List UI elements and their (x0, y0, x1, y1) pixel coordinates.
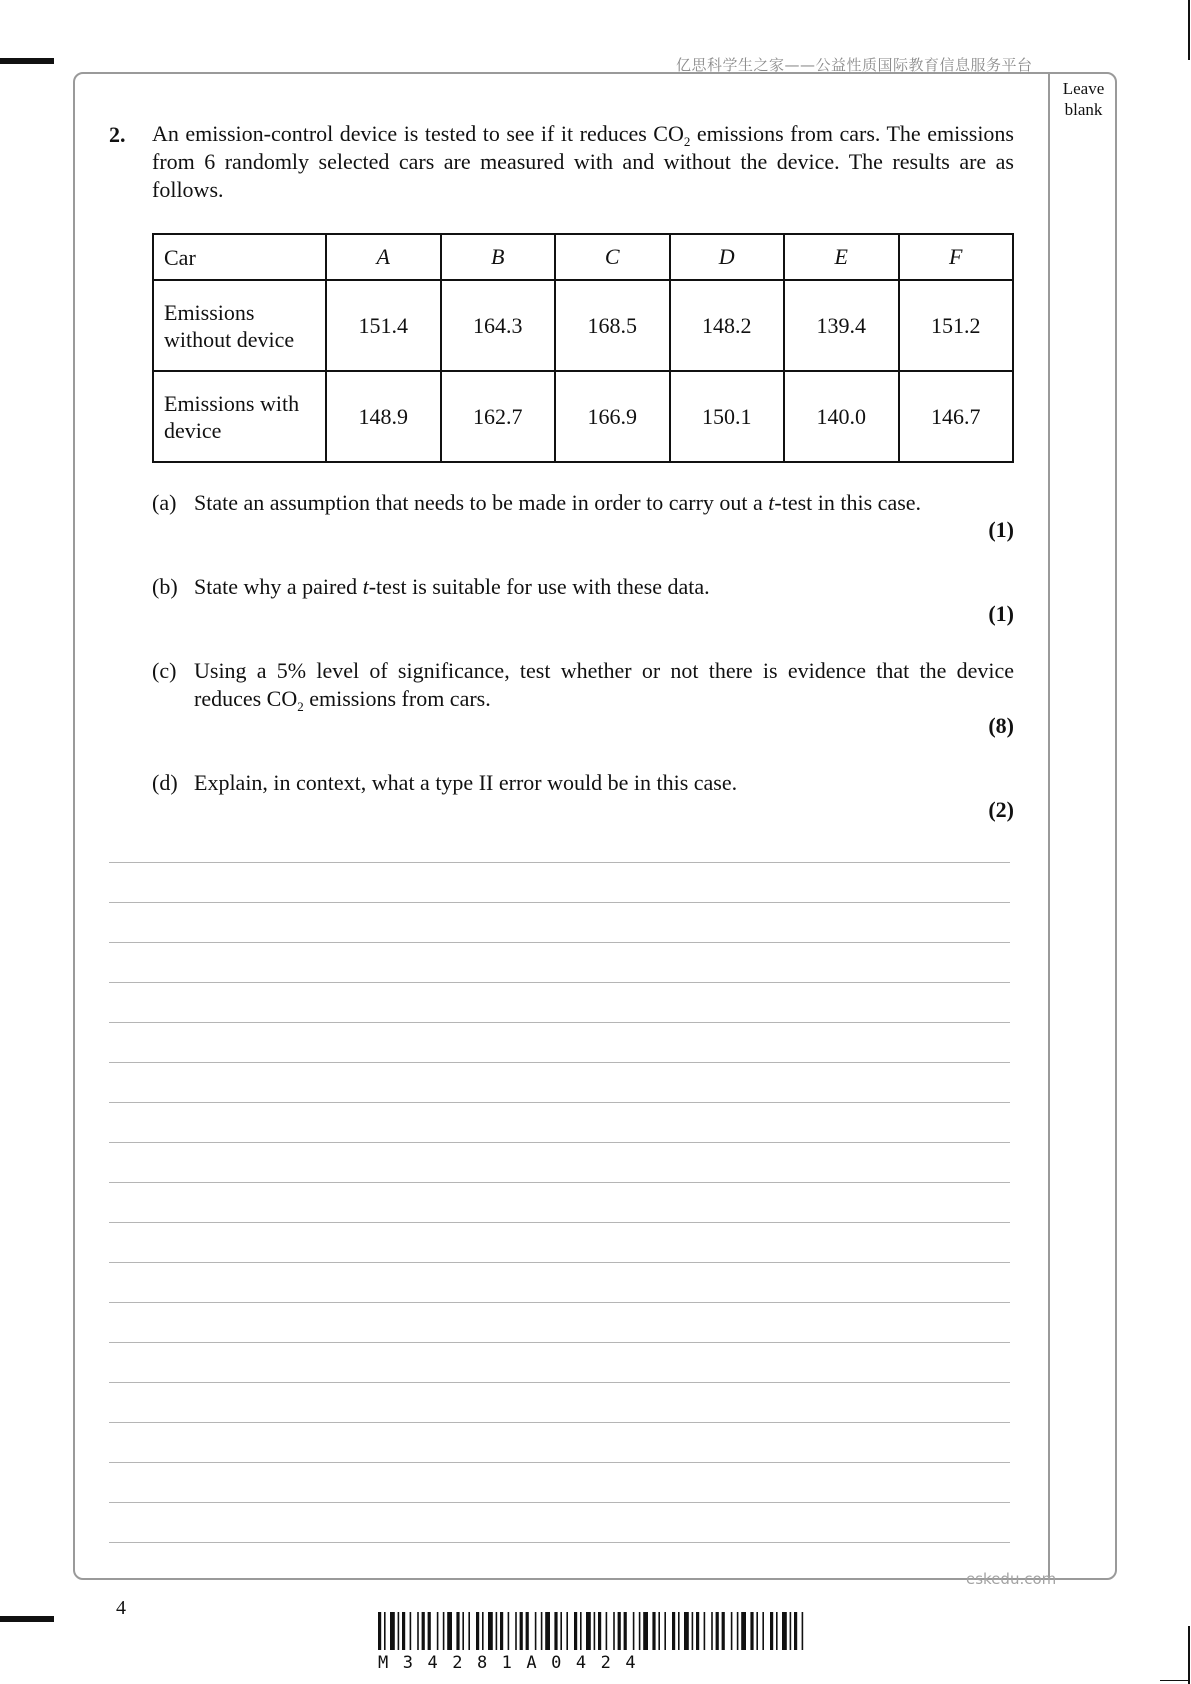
part-b-label: (b) (152, 574, 178, 599)
answer-line (109, 1062, 1010, 1063)
answer-line (109, 1462, 1010, 1463)
crop-mark-bottom-right-h (1160, 1680, 1190, 1681)
part-c-label: (c) (152, 658, 177, 683)
answer-line (109, 942, 1010, 943)
barcode-text: M34281A0424 (378, 1653, 651, 1673)
answer-line (109, 1262, 1010, 1263)
table-cell: 164.3 (441, 280, 556, 371)
table-cell: 146.7 (899, 371, 1014, 462)
row-label: Emissions with device (153, 371, 326, 462)
barcode-icon (378, 1612, 810, 1658)
leave-blank-divider (1048, 72, 1050, 1580)
part-b-marks: (1) (988, 601, 1014, 626)
part-b-text: State why a paired t-test is suitable for use with these data. (194, 574, 710, 599)
answer-line (109, 1182, 1010, 1183)
table-cell: 151.4 (326, 280, 441, 371)
answer-line (109, 1222, 1010, 1223)
car-header: B (441, 234, 556, 280)
table-cell: 150.1 (670, 371, 785, 462)
crop-mark-bottom-left (0, 1616, 54, 1622)
page-number: 4 (116, 1597, 126, 1619)
part-a-text: State an assumption that needs to be made in order to carry out a t-test in this case. (194, 490, 922, 515)
car-header: A (326, 234, 441, 280)
table-cell: 151.2 (899, 280, 1014, 371)
emissions-table (152, 233, 1014, 463)
answer-line (109, 1342, 1010, 1343)
part-d-marks: (2) (988, 797, 1014, 822)
answer-line (109, 1542, 1010, 1543)
table-row (153, 280, 1013, 371)
crop-mark-bottom-right (1188, 1626, 1190, 1684)
table-cell: 148.9 (326, 371, 441, 462)
table-cell: 139.4 (784, 280, 899, 371)
answer-line (109, 862, 1010, 863)
car-header: C (555, 234, 670, 280)
part-c-text: Using a 5% level of significance, test whether or not there is evidence that the device reduces $CO_2$ emissions from cars. (194, 658, 1014, 714)
answer-line (109, 1382, 1010, 1383)
crop-mark-top-left (0, 58, 54, 64)
part-d-text: Explain, in context, what a type II error would be in this case. (194, 770, 738, 795)
part-d-label: (d) (152, 770, 178, 795)
crop-mark-top-right (1188, 0, 1190, 60)
table-cell: 140.0 (784, 371, 899, 462)
answer-line (109, 982, 1010, 983)
leave-blank-label: Leave blank (1062, 79, 1105, 119)
table-cell: 148.2 (670, 280, 785, 371)
row-label: Emissions without device (153, 280, 326, 371)
table-cell: 162.7 (441, 371, 556, 462)
question-number: 2. (109, 122, 126, 147)
answer-line (109, 902, 1010, 903)
table-header-row (153, 234, 1013, 280)
footer-watermark: eskedu.com (966, 1570, 1057, 1588)
car-header: F (899, 234, 1014, 280)
answer-line (109, 1302, 1010, 1303)
car-header: E (784, 234, 899, 280)
answer-line (109, 1422, 1010, 1423)
answer-line (109, 1502, 1010, 1503)
part-c-marks: (8) (988, 713, 1014, 738)
answer-line (109, 1102, 1010, 1103)
car-header: D (670, 234, 785, 280)
part-a-marks: (1) (988, 517, 1014, 542)
answer-line (109, 1142, 1010, 1143)
table-row (153, 371, 1013, 462)
table-cell: 168.5 (555, 280, 670, 371)
part-a-label: (a) (152, 490, 177, 515)
table-header-label: Car (153, 234, 326, 280)
question-stem: An emission-control device is tested to see if it reduces $CO_2$ emissions from cars. The emissions from 6 randomly selected cars are measured with and without the device. The results are as follows. (152, 121, 1014, 202)
answer-line (109, 1022, 1010, 1023)
table-cell: 166.9 (555, 371, 670, 462)
header-watermark: 亿思科学生之家——公益性质国际教育信息服务平台 (676, 56, 1033, 74)
